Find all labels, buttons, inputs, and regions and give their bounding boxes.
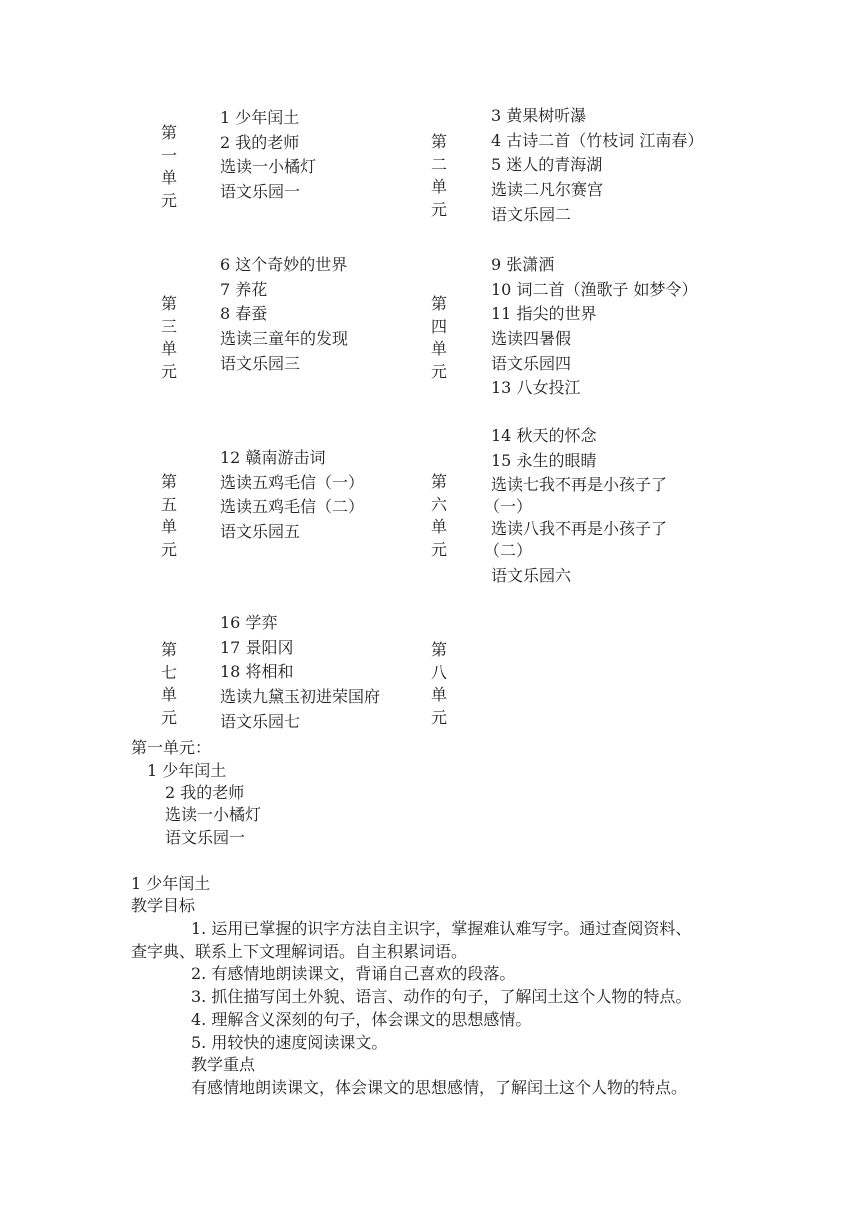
goals-heading: 教学目标 — [131, 896, 196, 915]
lesson-title: 1 少年闰土 — [131, 874, 211, 893]
list-item: 2 我的老师 — [220, 132, 300, 152]
list-item: 14 秋天的怀念 — [491, 426, 597, 445]
unit-1-label — [159, 122, 179, 212]
unit-6-label — [429, 471, 449, 561]
list-item: 18 将相和 — [220, 662, 294, 682]
list-item: 4 古诗二首（竹枝词 江南春） — [491, 130, 704, 150]
label-char: 单 — [160, 685, 177, 704]
label-char: 元 — [160, 539, 177, 559]
section-heading: 第一单元： — [131, 738, 212, 757]
list-item: 语文乐园一 — [165, 828, 246, 847]
label-char: 第 — [430, 472, 447, 491]
list-item: 16 学弈 — [220, 613, 278, 632]
unit-1-items — [220, 106, 316, 205]
label-char: 单 — [430, 517, 447, 536]
goal-item: 2. 有感情地朗读课文，背诵自己喜欢的段落。 — [191, 964, 516, 983]
list-item: 11 指尖的世界 — [491, 304, 597, 324]
goal-item: 5. 用较快的速度阅读课文。 — [191, 1033, 388, 1052]
list-item: 3 黄果树听瀑 — [491, 106, 587, 125]
label-char: 元 — [160, 707, 177, 727]
list-item: 5 迷人的青海湖 — [491, 155, 603, 175]
unit-2-label — [429, 131, 449, 221]
list-item: 语文乐园六 — [491, 566, 572, 585]
goal-item: 查字典、联系上下文理解词语。自主积累词语。 — [131, 942, 468, 961]
label-char: 六 — [430, 494, 447, 514]
unit-4-label — [429, 293, 449, 383]
list-item: 选读一小橘灯 — [165, 805, 262, 824]
unit-8-label — [429, 639, 449, 729]
list-item: 选读五鸡毛信（一） — [220, 472, 365, 492]
key-heading: 教学重点 — [191, 1055, 256, 1074]
unit-3-items — [220, 253, 348, 376]
list-item: 9 张潇洒 — [491, 255, 555, 274]
label-char: 单 — [430, 177, 447, 196]
list-item: 语文乐园一 — [220, 182, 301, 202]
list-item: 选读八我不再是小孩子了 — [491, 519, 668, 538]
goal-item: 4. 理解含义深刻的句子，体会课文的思想感情。 — [191, 1010, 532, 1029]
unit-4-items — [491, 253, 698, 401]
list-item: 6 这个奇妙的世界 — [220, 255, 348, 274]
label-char: 第 — [430, 294, 447, 313]
list-item: 选读九黛玉初进荣国府 — [220, 687, 381, 707]
label-char: 单 — [160, 168, 177, 187]
label-char: 第 — [430, 640, 447, 659]
list-item: 10 词二首（渔歌子 如梦令） — [491, 279, 698, 299]
list-item: （二） — [484, 541, 533, 560]
label-char: 元 — [430, 539, 447, 559]
label-char: 八 — [430, 662, 447, 682]
list-item: 选读四暑假 — [491, 329, 572, 349]
list-item: 语文乐园七 — [220, 711, 301, 731]
list-item: 17 景阳冈 — [220, 637, 294, 657]
label-char: 元 — [430, 707, 447, 727]
label-char: 单 — [430, 339, 447, 358]
list-item: 选读一小橘灯 — [220, 157, 317, 177]
list-item: 语文乐园五 — [220, 522, 301, 542]
label-char: 第 — [160, 294, 177, 313]
list-item: 语文乐园三 — [220, 353, 301, 373]
list-item: 2 我的老师 — [165, 783, 245, 802]
goal-item: 1. 运用已掌握的识字方法自主识字，掌握难认难写字。通过查阅资料、 — [191, 919, 692, 938]
list-item: （一） — [484, 497, 533, 516]
list-item: 语文乐园四 — [491, 353, 572, 373]
label-char: 第 — [160, 640, 177, 659]
list-item: 15 永生的眼睛 — [491, 451, 597, 470]
unit-3-label — [159, 293, 179, 383]
label-char: 元 — [430, 199, 447, 219]
label-char: 一 — [160, 145, 177, 165]
label-char: 元 — [160, 190, 177, 210]
list-item: 1 少年闰土 — [147, 761, 227, 780]
unit-5-items — [220, 446, 364, 545]
unit-2-items — [491, 104, 703, 227]
list-item: 12 赣南游击词 — [220, 448, 326, 467]
label-char: 第 — [160, 472, 177, 491]
list-item: 选读五鸡毛信（二） — [220, 497, 365, 517]
label-char: 元 — [430, 361, 447, 381]
label-char: 三 — [160, 316, 177, 336]
label-char: 第 — [430, 132, 447, 151]
label-char: 元 — [160, 361, 177, 381]
list-item: 8 春蚕 — [220, 304, 268, 324]
list-item: 选读三童年的发现 — [220, 329, 349, 349]
label-char: 单 — [160, 339, 177, 358]
key-text: 有感情地朗读课文，体会课文的思想感情，了解闰土这个人物的特点。 — [191, 1078, 688, 1097]
list-item: 7 养花 — [220, 279, 268, 299]
unit-7-label — [159, 639, 179, 729]
label-char: 单 — [430, 685, 447, 704]
unit-7-items — [220, 611, 380, 734]
label-char: 五 — [160, 494, 177, 514]
list-item: 选读二凡尔赛宫 — [491, 180, 604, 200]
label-char: 二 — [430, 154, 447, 174]
unit-5-label — [159, 471, 179, 561]
goal-item: 3. 抓住描写闰土外貌、语言、动作的句子，了解闰土这个人物的特点。 — [191, 987, 692, 1006]
label-char: 第 — [160, 123, 177, 142]
list-item: 13 八女投江 — [491, 378, 581, 398]
label-char: 四 — [430, 316, 447, 336]
list-item: 选读七我不再是小孩子了 — [491, 475, 668, 494]
label-char: 单 — [160, 517, 177, 536]
list-item: 语文乐园二 — [491, 204, 572, 224]
label-char: 七 — [160, 662, 177, 682]
list-item: 1 少年闰土 — [220, 108, 300, 127]
